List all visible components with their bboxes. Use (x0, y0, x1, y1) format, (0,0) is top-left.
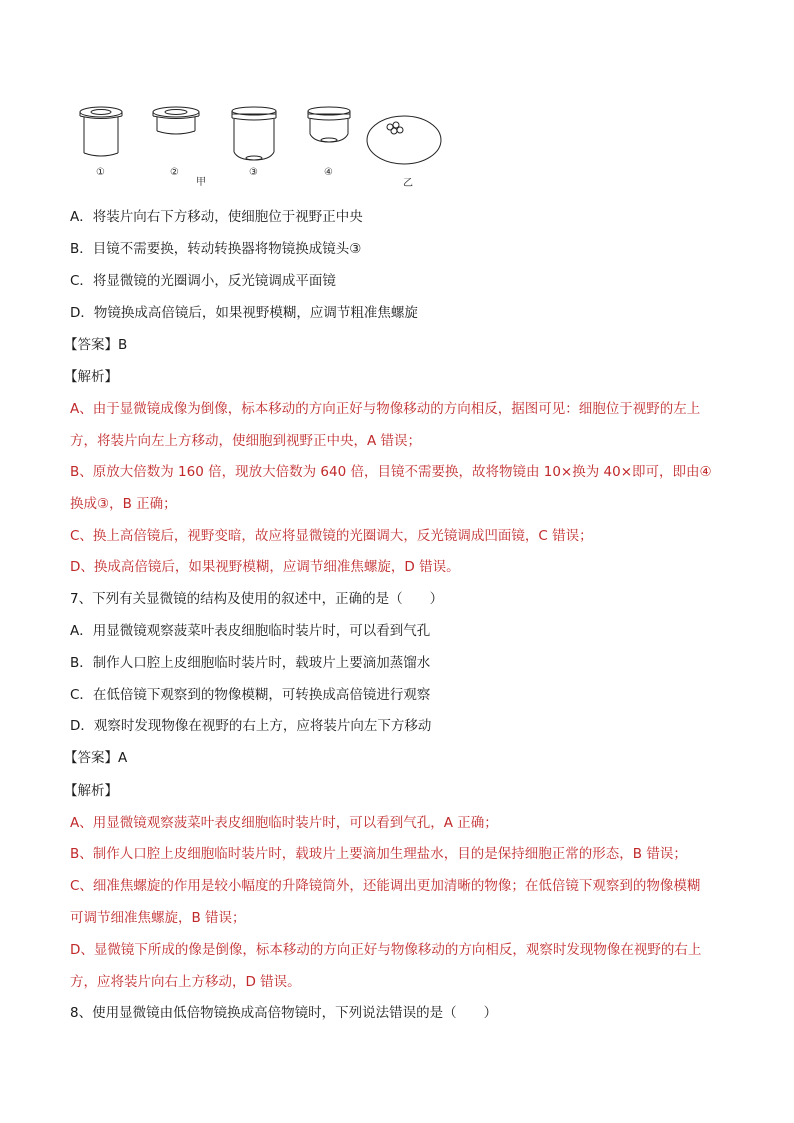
q7-analysis-title: 【解析】 (64, 783, 118, 799)
q7-analysis-line: A、用显微镜观察菠菜叶表皮细胞临时装片时，可以看到气孔，A 正确； (70, 815, 498, 831)
q7-analysis-line: 方，应将装片向右上方移动，D 错误。 (70, 974, 301, 990)
label-1: ① (96, 167, 105, 178)
q7-option-b: B．制作人口腔上皮细胞临时装片时，载玻片上要滴加蒸馏水 (70, 655, 431, 671)
q6-analysis-title: 【解析】 (64, 369, 118, 385)
lens-figure-svg (70, 100, 450, 195)
field-of-view-icon (367, 116, 441, 164)
q6-analysis-line: B、原放大倍数为 160 倍，现放大倍数为 640 倍，目镜不需要换，故将物镜由 10×换为 40×即可，即由④ (70, 464, 712, 480)
q7-option-a: A．用显微镜观察菠菜叶表皮细胞临时装片时，可以看到气孔 (70, 623, 431, 639)
q6-option-d: D．物镜换成高倍镜后，如果视野模糊，应调节粗准焦螺旋 (70, 305, 418, 321)
q7-analysis-line: B、制作人口腔上皮细胞临时装片时，载玻片上要滴加生理盐水，目的是保持细胞正常的形态，B 错误； (70, 846, 687, 862)
q6-analysis-line: 方，将装片向左上方移动，使细胞到视野正中央，A 错误； (70, 433, 422, 449)
q7-answer: 【答案】A (64, 750, 128, 766)
q6-option-c: C．将显微镜的光圈调小，反光镜调成平面镜 (70, 273, 336, 289)
label-4: ④ (324, 167, 333, 178)
label-2: ② (170, 167, 179, 178)
eyepiece-2-icon (153, 107, 199, 134)
label-jia: 甲 (196, 177, 206, 188)
q6-answer: 【答案】B (64, 337, 128, 353)
q8-stem: 8、使用显微镜由低倍物镜换成高倍物镜时，下列说法错误的是（ ） (70, 1005, 498, 1021)
q6-analysis-line: 换成③，B 正确； (70, 496, 177, 512)
q6-analysis-line: D、换成高倍镜后，如果视野模糊，应调节细准焦螺旋，D 错误。 (70, 559, 460, 575)
objective-3-icon (232, 107, 276, 160)
label-3: ③ (249, 167, 258, 178)
q6-option-b: B．目镜不需要换，转动转换器将物镜换成镜头③ (70, 241, 362, 257)
q7-analysis-line: 可调节细准焦螺旋，B 错误； (70, 910, 246, 926)
lens-figure (70, 100, 450, 195)
q7-option-d: D．观察时发现物像在视野的右上方，应将装片向左下方移动 (70, 718, 432, 734)
q7-stem: 7、下列有关显微镜的结构及使用的叙述中，正确的是（ ） (70, 591, 444, 607)
label-yi: 乙 (403, 178, 413, 189)
objective-4-icon (308, 107, 350, 142)
q6-option-a: A．将装片向右下方移动，使细胞位于视野正中央 (70, 209, 363, 225)
q6-analysis-line: A、由于显微镜成像为倒像，标本移动的方向正好与物像移动的方向相反，据图可见：细胞位于视野的左上 (70, 401, 701, 417)
q7-analysis-line: C、细准焦螺旋的作用是较小幅度的升降镜筒外，还能调出更加清晰的物像；在低倍镜下观察到的物像模糊 (70, 878, 701, 894)
eyepiece-1-icon (80, 107, 122, 156)
q7-analysis-line: D、显微镜下所成的像是倒像，标本移动的方向正好与物像移动的方向相反，观察时发现物像在视野的右上 (70, 942, 702, 958)
q6-analysis-line: C、换上高倍镜后，视野变暗，故应将显微镜的光圈调大，反光镜调成凹面镜，C 错误； (70, 528, 593, 544)
q7-option-c: C．在低倍镜下观察到的物像模糊，可转换成高倍镜进行观察 (70, 687, 431, 703)
